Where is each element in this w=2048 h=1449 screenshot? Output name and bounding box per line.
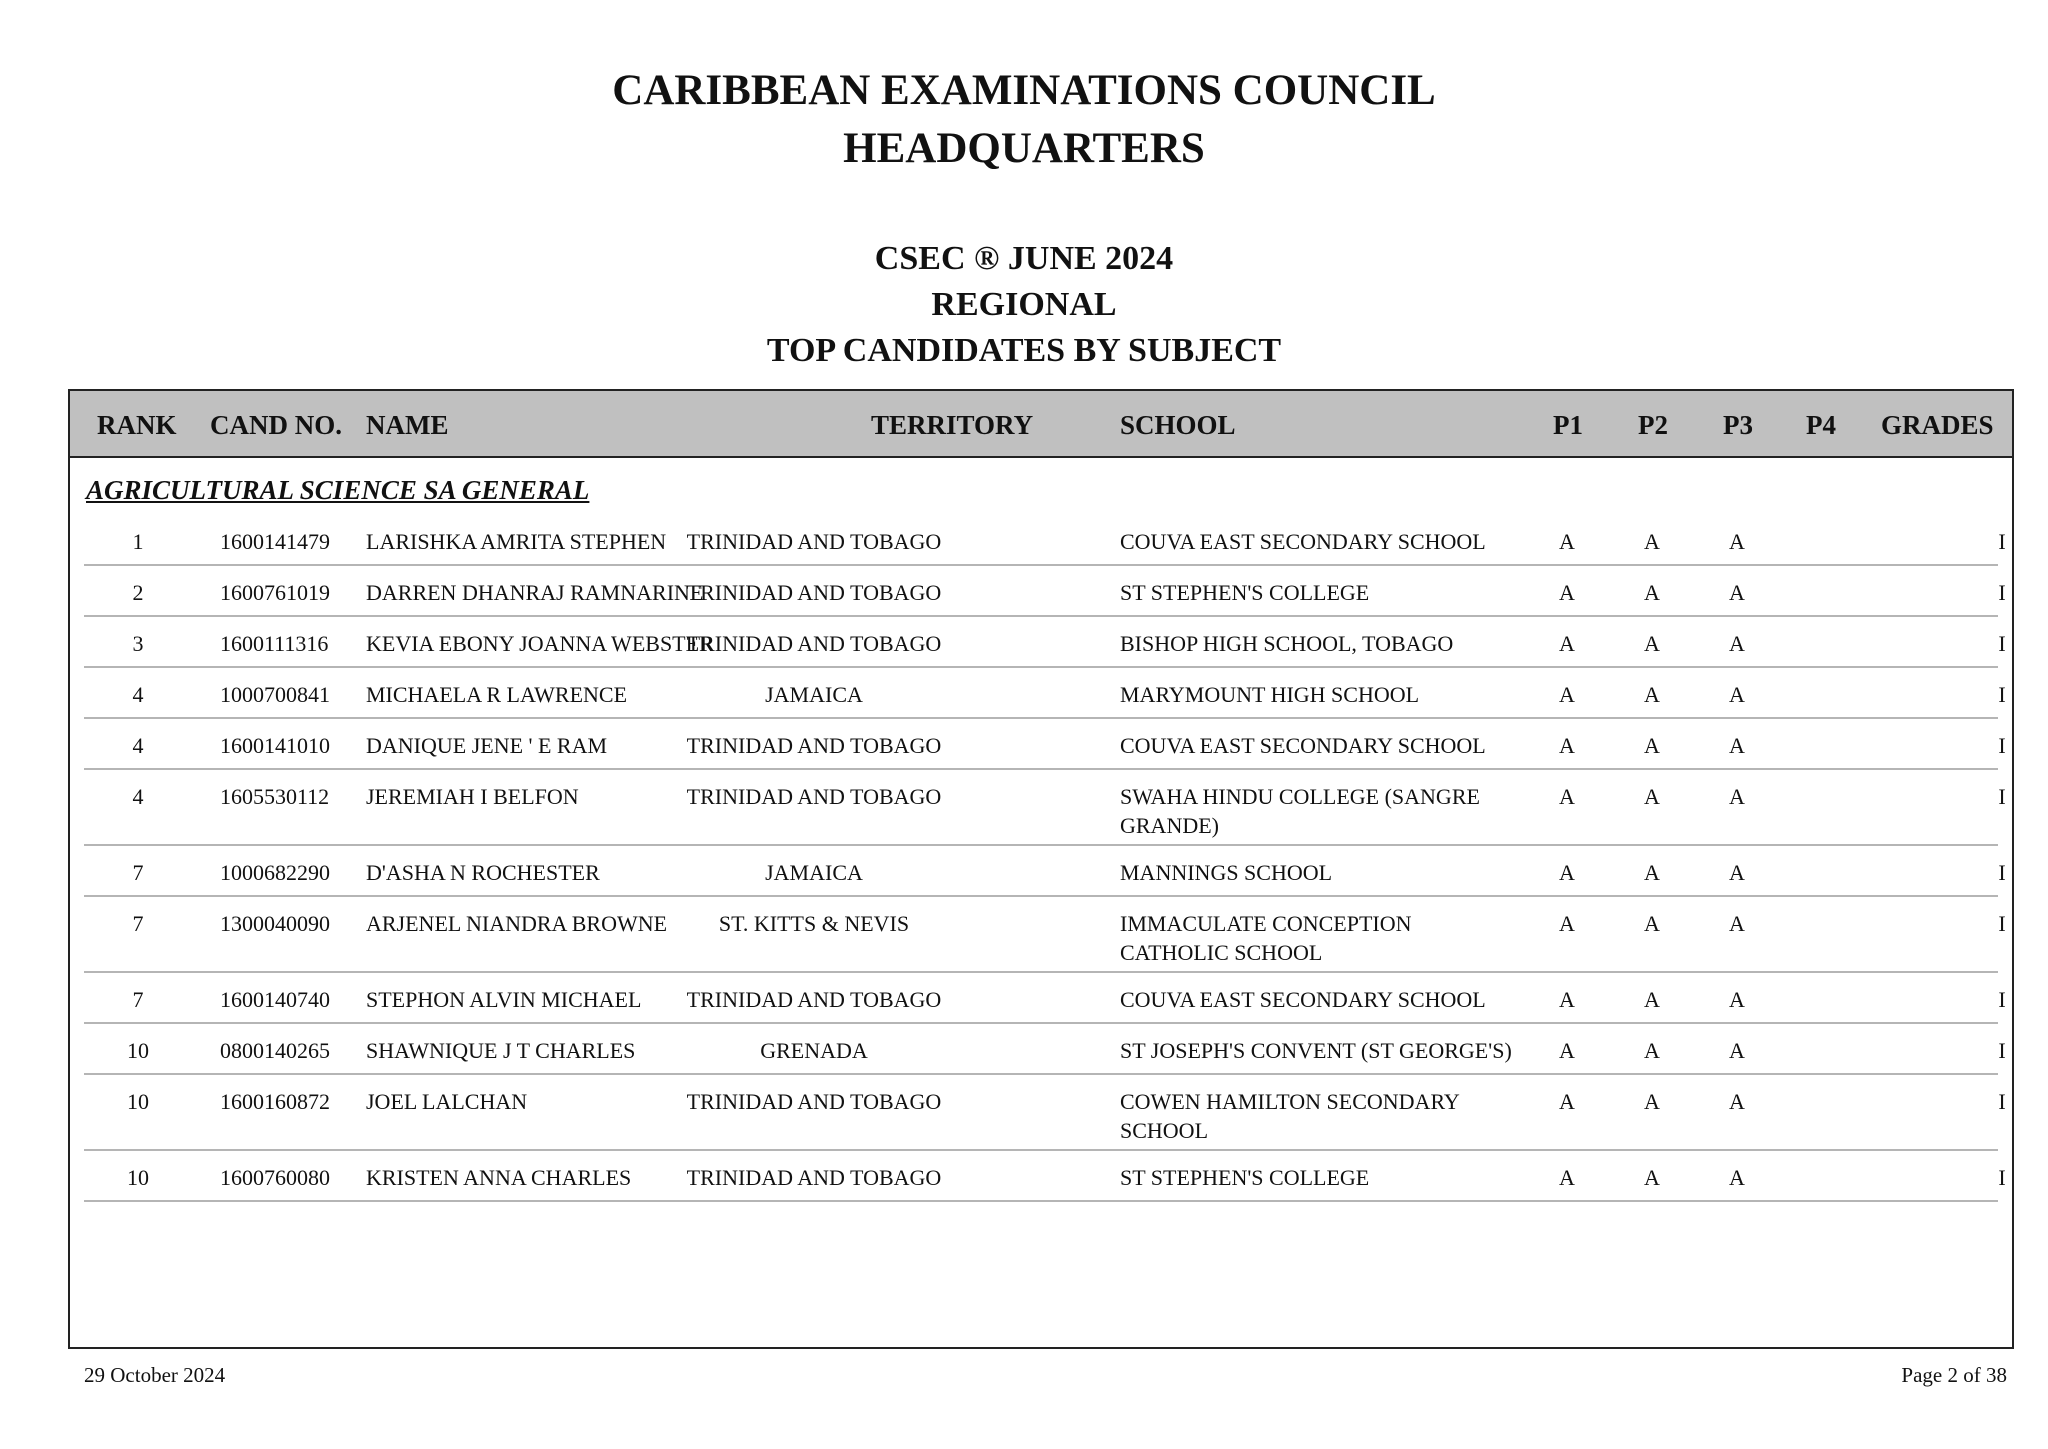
cell-territory: GRENADA [760,1038,868,1063]
cell-name: KEVIA EBONY JOANNA WEBSTER [366,631,714,656]
cell-name: SHAWNIQUE J T CHARLES [366,1038,636,1063]
rank-value: 10 [127,1089,149,1114]
cell-p3: A [1729,911,1745,936]
cell-p1: A [1559,631,1575,656]
cell-p1: A [1559,784,1575,809]
exam-title: CSEC ® JUNE 2024 [874,240,1174,277]
table-header [70,391,2012,458]
page-number: Page 2 of 38 [1901,1363,2007,1387]
cell-name: ARJENEL NIANDRA BROWNE [366,911,668,936]
report-org-header [0,62,2048,178]
table-row [84,515,2006,566]
cell-grades: I [1998,987,2006,1012]
cell-p3: A [1729,1089,1745,1114]
cell-p3: A [1729,631,1745,656]
cell-p3: A [1729,784,1745,809]
cell-grades: I [1998,911,2006,936]
rank-value: 7 [132,911,144,936]
col-rank: RANK [97,410,177,440]
cell-cand-no: 1600140740 [220,987,330,1012]
subject-heading: AGRICULTURAL SCIENCE SA GENERAL [86,475,590,505]
cell-p2: A [1644,631,1660,656]
cell-grades: I [1998,733,2006,758]
cell-cand-no: 1600141010 [220,733,330,758]
results-table [68,389,2014,1349]
cell-grades: I [1998,631,2006,656]
cell-cand-no: 1000700841 [220,682,330,707]
org-location: HEADQUARTERS [843,125,1205,172]
cell-cand-no: 1600761019 [220,580,330,605]
cell-p2: A [1644,860,1660,885]
cell-territory: TRINIDAD AND TOBAGO [686,733,942,758]
cell-territory: TRINIDAD AND TOBAGO [686,987,942,1012]
cell-name: DARREN DHANRAJ RAMNARINE [366,580,704,605]
cell-territory: TRINIDAD AND TOBAGO [686,1165,942,1190]
cell-p2: A [1644,784,1660,809]
cell-grades: I [1998,580,2006,605]
rank-value: 3 [132,631,144,656]
cell-name: STEPHON ALVIN MICHAEL [366,987,642,1012]
table-row [84,897,2006,973]
table-row [84,846,2006,897]
cell-grades: I [1998,860,2006,885]
cell-p1: A [1559,860,1575,885]
cell-cand-no: 1605530112 [220,784,330,809]
table-row [84,719,2006,770]
rank-value: 1 [132,529,144,554]
report-title: TOP CANDIDATES BY SUBJECT [766,332,1282,369]
cell-name: KRISTEN ANNA CHARLES [366,1165,632,1190]
cell-school: COUVA EAST SECONDARY SCHOOL [1120,987,1486,1012]
cell-cand-no: 0800140265 [220,1038,330,1063]
scope-title: REGIONAL [931,286,1117,323]
org-name: CARIBBEAN EXAMINATIONS COUNCIL [612,67,1436,114]
table-row [84,668,2006,719]
cell-grades: I [1998,1089,2006,1114]
cell-school: ST STEPHEN'S COLLEGE [1120,580,1370,605]
cell-p2: A [1644,733,1660,758]
cell-school: COWEN HAMILTON SECONDARY SCHOOL [1120,1089,1459,1143]
cell-grades: I [1998,1165,2006,1190]
table-row [84,1151,2006,1202]
table-row [84,1024,2006,1075]
rank-value: 7 [132,860,144,885]
cell-p1: A [1559,1165,1575,1190]
cell-territory: TRINIDAD AND TOBAGO [686,580,942,605]
cell-p1: A [1559,911,1575,936]
cell-p3: A [1729,1165,1745,1190]
cell-name: JOEL LALCHAN [366,1089,528,1114]
cell-school: ST STEPHEN'S COLLEGE [1120,1165,1370,1190]
cell-p1: A [1559,529,1575,554]
cell-school: BISHOP HIGH SCHOOL, TOBAGO [1120,631,1454,656]
cell-p1: A [1559,987,1575,1012]
col-grades: GRADES [1881,410,1994,440]
cell-cand-no: 1600760080 [220,1165,330,1190]
cell-p3: A [1729,860,1745,885]
col-territory: TERRITORY [871,410,1034,440]
cell-p1: A [1559,682,1575,707]
table-body [70,515,2012,1202]
cell-school: SWAHA HINDU COLLEGE (SANGRE GRANDE) [1120,784,1480,838]
col-p1: P1 [1553,410,1583,440]
cell-cand-no: 1300040090 [220,911,330,936]
cell-p1: A [1559,580,1575,605]
rank-value: 4 [132,733,144,758]
table-row [84,617,2006,668]
cell-territory: TRINIDAD AND TOBAGO [686,529,942,554]
cell-territory: ST. KITTS & NEVIS [718,911,910,936]
cell-p2: A [1644,682,1660,707]
cell-name: MICHAELA R LAWRENCE [366,682,628,707]
cell-p1: A [1559,1089,1575,1114]
rank-value: 2 [132,580,144,605]
cell-p2: A [1644,987,1660,1012]
cell-name: LARISHKA AMRITA STEPHEN [366,529,667,554]
rank-value: 10 [127,1038,149,1063]
cell-cand-no: 1000682290 [220,860,330,885]
col-cand-no: CAND NO. [210,410,342,440]
cell-p3: A [1729,1038,1745,1063]
rank-value: 4 [132,682,144,707]
cell-grades: I [1998,529,2006,554]
cell-cand-no: 1600141479 [220,529,330,554]
col-name: NAME [366,410,449,440]
cell-p2: A [1644,911,1660,936]
cell-p1: A [1559,733,1575,758]
cell-p3: A [1729,987,1745,1012]
col-p3: P3 [1723,410,1753,440]
rank-value: 7 [132,987,144,1012]
cell-p2: A [1644,529,1660,554]
cell-grades: I [1998,1038,2006,1063]
cell-p1: A [1559,1038,1575,1063]
cell-name: D'ASHA N ROCHESTER [366,860,600,885]
table-row [84,566,2006,617]
col-p4: P4 [1806,410,1836,440]
cell-territory: TRINIDAD AND TOBAGO [686,784,942,809]
cell-school: COUVA EAST SECONDARY SCHOOL [1120,733,1486,758]
cell-p3: A [1729,682,1745,707]
table-row [84,770,2006,846]
cell-p2: A [1644,580,1660,605]
cell-school: MARYMOUNT HIGH SCHOOL [1120,682,1420,707]
cell-territory: TRINIDAD AND TOBAGO [686,631,942,656]
rank-value: 4 [132,784,144,809]
col-p2: P2 [1638,410,1668,440]
cell-grades: I [1998,784,2006,809]
cell-name: DANIQUE JENE ' E RAM [366,733,608,758]
cell-p2: A [1644,1038,1660,1063]
report-title-block [0,236,2048,374]
cell-name: JEREMIAH I BELFON [366,784,579,809]
report-date: 29 October 2024 [84,1363,226,1387]
cell-cand-no: 1600160872 [220,1089,330,1114]
cell-p3: A [1729,529,1745,554]
cell-school: IMMACULATE CONCEPTION CATHOLIC SCHOOL [1120,911,1412,965]
cell-p2: A [1644,1089,1660,1114]
cell-territory: JAMAICA [765,860,863,885]
cell-cand-no: 1600111316 [220,631,329,656]
cell-grades: I [1998,682,2006,707]
cell-p2: A [1644,1165,1660,1190]
cell-school: MANNINGS SCHOOL [1120,860,1333,885]
cell-territory: JAMAICA [765,682,863,707]
cell-p3: A [1729,580,1745,605]
cell-territory: TRINIDAD AND TOBAGO [686,1089,942,1114]
table-row [84,973,2006,1024]
rank-value: 10 [127,1165,149,1190]
col-school: SCHOOL [1120,410,1236,440]
cell-school: ST JOSEPH'S CONVENT (ST GEORGE'S) [1120,1038,1512,1063]
table-row [84,1075,2006,1151]
cell-p3: A [1729,733,1745,758]
cell-school: COUVA EAST SECONDARY SCHOOL [1120,529,1486,554]
